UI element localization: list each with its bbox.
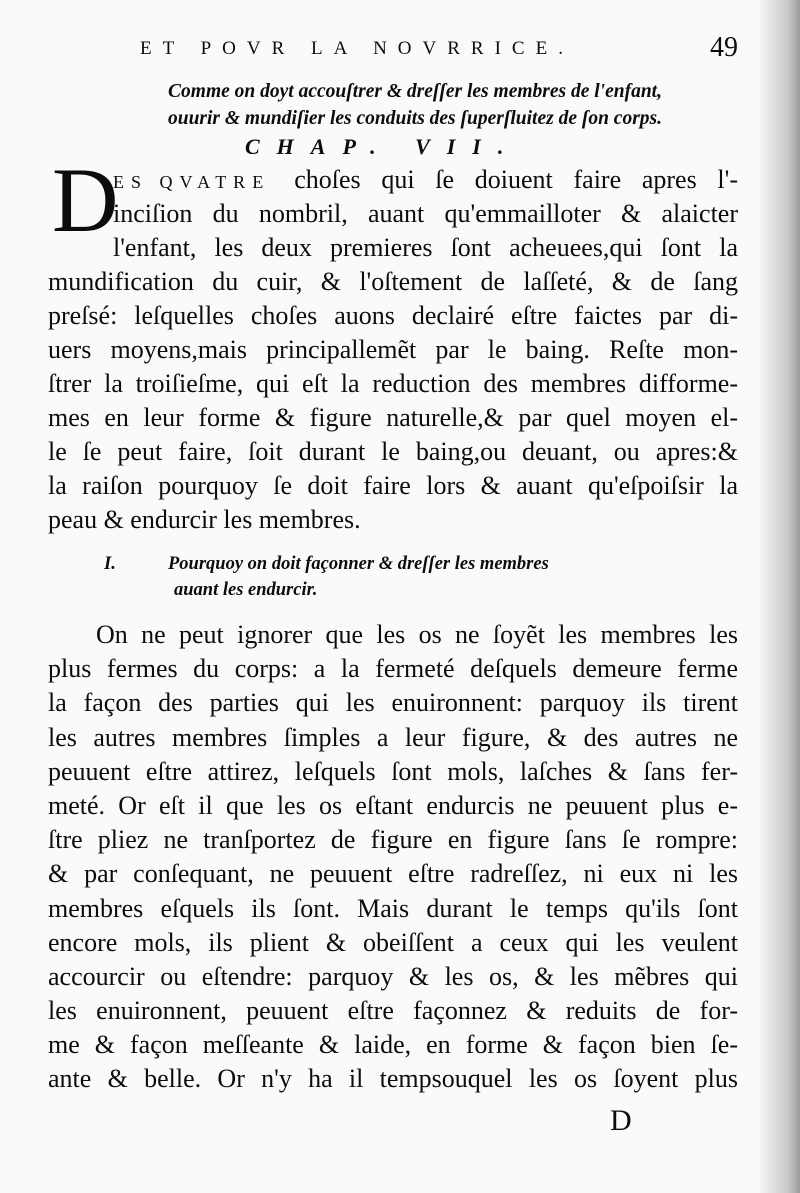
section-heading-line: Pourquoy on doit façonner & dreſſer les membres	[168, 554, 549, 574]
text-line	[48, 163, 738, 197]
page-edge-shadow	[760, 0, 800, 1193]
text-line: preſsé: leſquelles choſes auons declairé eſtre faictes par di-	[48, 301, 738, 330]
signature-mark: D	[610, 1104, 632, 1137]
text-line: plus fermes du corps: a la fermeté deſquels demeure ferme	[48, 654, 738, 684]
page-number: 49	[710, 32, 738, 63]
paragraph	[48, 163, 738, 537]
text-line: peuuent eſtre attirez, leſquels ſont mols, laſches & ſans fer-	[48, 756, 738, 786]
text-line: accourcir ou eſtendre: parquoy & les os, & les mẽbres qui	[48, 961, 738, 991]
text-line: meté. Or eſt il que les os eſtant endurcis ne peuuent plus e-	[48, 790, 738, 820]
text-line: peau & endurcir les membres.	[48, 505, 361, 534]
text-line: la raiſon pourquoy ſe doit faire lors & auant qu'eſpoiſsir la	[48, 471, 738, 500]
text-line: uers moyens,mais principallemẽt par le baing. Reſte mon-	[48, 335, 738, 364]
text-line: On ne peut ignorer que les os ne ſoyẽt les membres les	[96, 620, 738, 649]
section-heading-line: auant les endurcir.	[174, 580, 318, 600]
text-line: les autres membres ſimples a leur figure, & des autres ne	[48, 722, 738, 752]
chapter-number: CHAP. VII.	[245, 134, 521, 159]
drop-cap: D	[52, 149, 119, 251]
text-line: mundification du cuir, & l'oſtement de laſſeté, & de ſang	[48, 267, 738, 296]
paragraph	[48, 618, 738, 1097]
text-line: me & façon meſſeante & laide, en forme & façon bien ſe-	[48, 1030, 738, 1060]
chapter-title-line: ouurir & mundiſier les conduits des ſuperſluitez de ſon corps.	[167, 108, 663, 129]
text-line-content: choſes qui ſe doiuent faire apres l'-	[294, 165, 738, 194]
text-line: inciſion du nombril, auant qu'emmailloter & alaicter	[113, 199, 738, 228]
text-line: le ſe peut faire, ſoit durant le baing,ou deuant, ou apres:&	[48, 437, 738, 466]
chapter-title-line: Comme on doyt accouſtrer & dreſſer les membres de l'enfant,	[168, 81, 662, 102]
text-line: & par conſequant, ne peuuent eſtre radreſſez, ni eux ni les	[48, 859, 738, 889]
text-line: la façon des parties qui les enuironnent: parquoy ils tirent	[48, 688, 738, 718]
text-line: mes en leur forme & figure naturelle,& par quel moyen el-	[48, 403, 738, 432]
section-heading	[104, 551, 704, 603]
opening-small-caps: ES QVATRE	[113, 172, 271, 192]
text-line: les enuironnent, peuuent eſtre façonnez & reduits de for-	[48, 996, 738, 1026]
text-line: ſtre pliez ne tranſportez de figure en figure ſans ſe rompre:	[48, 825, 738, 855]
page-header	[140, 32, 740, 72]
text-line: ante & belle. Or n'y ha il tempsouquel les os ſoyent plus	[48, 1064, 738, 1094]
text-line: membres eſquels ils ſont. Mais durant le temps qu'ils ſont	[48, 893, 738, 923]
text-line: encore mols, ils plient & obeiſſent a ceux qui les veulent	[48, 927, 738, 957]
running-title: ET POVR LA NOVRRICE.	[140, 38, 574, 59]
section-number: I.	[104, 554, 116, 574]
chapter-title	[90, 78, 740, 132]
text-line: l'enfant, les deux premieres ſont acheuees,qui ſont la	[113, 233, 738, 262]
text-line: ſtrer la troiſieſme, qui eſt la reduction des membres difforme-	[48, 369, 738, 398]
